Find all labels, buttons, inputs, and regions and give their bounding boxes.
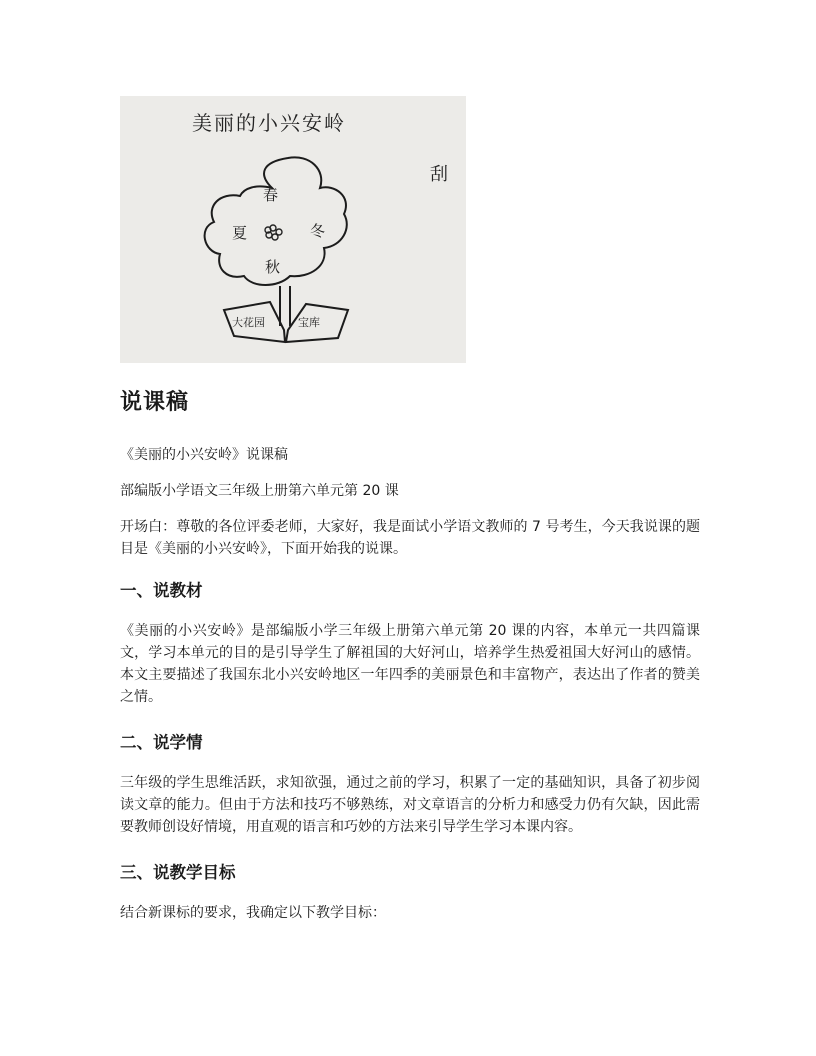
section-heading-textbook: 一、说教材 — [120, 581, 203, 600]
section-heading-students: 二、说学情 — [120, 733, 203, 752]
blackboard-sketch-photo — [120, 96, 466, 363]
opening-paragraph: 开场白：尊敬的各位评委老师，大家好，我是面试小学语文教师的 7 号考生，今天我说课的题目是《美丽的小兴安岭》，下面开始我的说课。 — [120, 519, 700, 557]
book-left-label: 大花园 — [232, 316, 265, 329]
lesson-subtitle: 《美丽的小兴安岭》说课稿 — [120, 447, 288, 463]
document-body — [120, 384, 700, 938]
season-autumn: 秋 — [265, 258, 281, 276]
section-body-goals: 结合新课标的要求，我确定以下教学目标： — [120, 905, 386, 921]
page-title: 说课稿 — [120, 390, 190, 415]
section-body-students: 三年级的学生思维活跃，求知欲强，通过之前的学习，积累了一定的基础知识，具备了初步阅读文章的能力。但由于方法和技巧不够熟练，对文章语言的分析力和感受力仍有欠缺，因此需要教师创设好情境，用直观的语言和巧妙的方法来引导学生学习本课内容。 — [120, 775, 700, 835]
edition-line: 部编版小学语文三年级上册第六单元第 20 课 — [120, 483, 399, 499]
season-spring: 春 — [263, 186, 279, 204]
handwritten-side-char: 刮 — [430, 164, 448, 185]
season-summer: 夏 — [232, 224, 248, 242]
section-heading-goals: 三、说教学目标 — [120, 863, 236, 882]
section-body-textbook: 《美丽的小兴安岭》是部编版小学三年级上册第六单元第 20 课的内容，本单元一共四篇课文，学习本单元的目的是引导学生了解祖国的大好河山，培养学生热爱祖国大好河山的感情。本文主要描述了我国东北小兴安岭地区一年四季的美丽景色和丰富物产，表达出了作者的赞美之情。 — [120, 623, 700, 705]
season-winter: 冬 — [310, 222, 326, 240]
handwritten-title: 美丽的小兴安岭 — [192, 111, 346, 135]
book-right-label: 宝库 — [298, 316, 320, 329]
